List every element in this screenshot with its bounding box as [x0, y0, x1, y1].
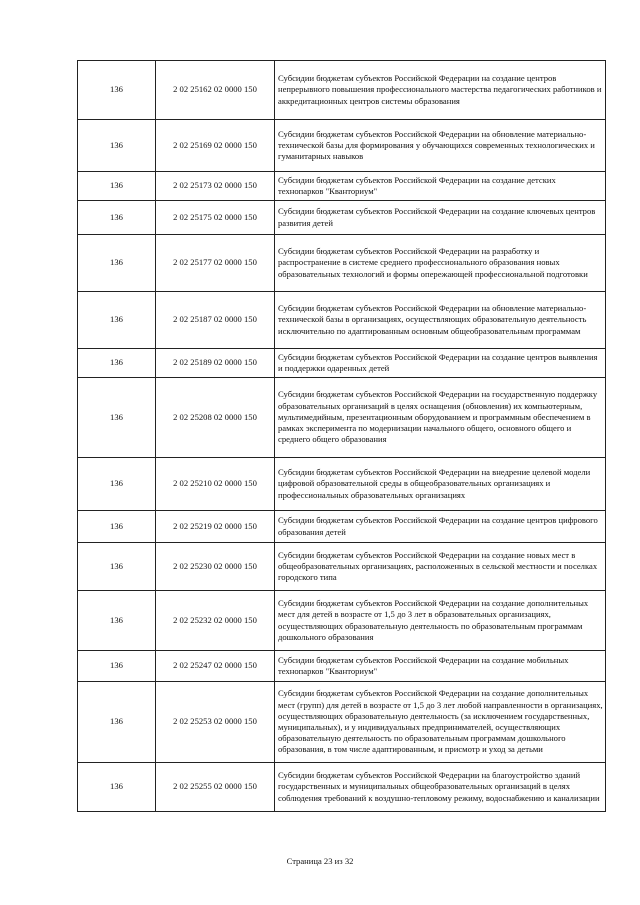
income-name-cell: Субсидии бюджетам субъектов Российской Федерации на создание дополнительных мест для детей в возрасте от 1,5 до 3 лет в образовательных организациях, осуществляющих образовательную деятельность по образовательным программам дошкольного образования — [275, 591, 606, 651]
income-name-cell: Субсидии бюджетам субъектов Российской Федерации на создание центров выявления и поддержки одаренных детей — [275, 349, 606, 378]
admin-code-cell: 136 — [78, 458, 156, 511]
budget-code-cell: 2 02 25247 02 0000 150 — [156, 651, 275, 682]
income-name-cell: Субсидии бюджетам субъектов Российской Федерации на создание новых мест в общеобразовательных организациях, расположенных в сельской местности и поселках городского типа — [275, 543, 606, 591]
income-name-cell: Субсидии бюджетам субъектов Российской Федерации на создание центров непрерывного повышения профессионального мастерства педагогических работников и аккредитационных центров системы образования — [275, 61, 606, 120]
budget-code-cell: 2 02 25255 02 0000 150 — [156, 763, 275, 812]
admin-code-cell: 136 — [78, 120, 156, 172]
income-name-cell: Субсидии бюджетам субъектов Российской Федерации на создание мобильных технопарков "Кванториум" — [275, 651, 606, 682]
budget-code-cell: 2 02 25169 02 0000 150 — [156, 120, 275, 172]
table-row — [78, 235, 606, 292]
budget-code-cell: 2 02 25219 02 0000 150 — [156, 511, 275, 543]
income-name-cell: Субсидии бюджетам субъектов Российской Федерации на создание детских технопарков "Кванториум" — [275, 172, 606, 201]
admin-code-cell: 136 — [78, 682, 156, 763]
budget-code-cell: 2 02 25187 02 0000 150 — [156, 292, 275, 349]
budget-codes-table — [77, 60, 606, 812]
admin-code-cell: 136 — [78, 201, 156, 235]
budget-code-cell: 2 02 25210 02 0000 150 — [156, 458, 275, 511]
table-row — [78, 349, 606, 378]
income-name-cell: Субсидии бюджетам субъектов Российской Федерации на благоустройство зданий государственных и муниципальных общеобразовательных организаций в целях соблюдения требований к воздушно-тепловому режиму, водоснабжению и канализации — [275, 763, 606, 812]
admin-code-cell: 136 — [78, 591, 156, 651]
table-row — [78, 292, 606, 349]
admin-code-cell: 136 — [78, 235, 156, 292]
admin-code-cell: 136 — [78, 763, 156, 812]
income-name-cell: Субсидии бюджетам субъектов Российской Федерации на обновление материально-технической базы для формирования у обучающихся современных технологических и гуманитарных навыков — [275, 120, 606, 172]
admin-code-cell: 136 — [78, 543, 156, 591]
table-row — [78, 172, 606, 201]
table-row — [78, 458, 606, 511]
income-name-cell: Субсидии бюджетам субъектов Российской Федерации на обновление материально-технической базы в организациях, осуществляющих образовательную деятельность исключительно по адаптированным основным общеобразовательным программам — [275, 292, 606, 349]
admin-code-cell: 136 — [78, 292, 156, 349]
admin-code-cell: 136 — [78, 172, 156, 201]
income-name-cell: Субсидии бюджетам субъектов Российской Федерации на государственную поддержку образовательных организаций в целях оснащения (обновления) их компьютерным, мультимедийным, презентационным оборудованием и программным обеспечением в рамках эксперимента по модернизации начального общего, основного общего и среднего общего образования — [275, 378, 606, 458]
table-body — [78, 61, 606, 812]
budget-code-cell: 2 02 25232 02 0000 150 — [156, 591, 275, 651]
page-footer: Страница 23 из 32 — [286, 856, 354, 866]
table-row — [78, 651, 606, 682]
budget-code-cell: 2 02 25173 02 0000 150 — [156, 172, 275, 201]
budget-code-cell: 2 02 25162 02 0000 150 — [156, 61, 275, 120]
table-row — [78, 682, 606, 763]
income-name-cell: Субсидии бюджетам субъектов Российской Федерации на создание центров цифрового образования детей — [275, 511, 606, 543]
income-name-cell: Субсидии бюджетам субъектов Российской Федерации на разработку и распространение в системе среднего профессионального образования новых образовательных технологий и формы опережающей профессиональной подготовки — [275, 235, 606, 292]
table-row — [78, 61, 606, 120]
table-row — [78, 120, 606, 172]
budget-code-cell: 2 02 25175 02 0000 150 — [156, 201, 275, 235]
table-row — [78, 511, 606, 543]
admin-code-cell: 136 — [78, 349, 156, 378]
income-name-cell: Субсидии бюджетам субъектов Российской Федерации на создание дополнительных мест (групп) для детей в возрасте от 1,5 до 3 лет любой направленности в организациях, осуществляющих образовательную деятельность (за исключением государственных, муниципальных), и у индивидуальных предпринимателей, осуществляющих образовательную деятельность по образовательным программам дошкольного образования, в том числе адаптированным, и присмотр и уход за детьми — [275, 682, 606, 763]
income-name-cell: Субсидии бюджетам субъектов Российской Федерации на создание ключевых центров развития детей — [275, 201, 606, 235]
table-row — [78, 763, 606, 812]
table-row — [78, 378, 606, 458]
admin-code-cell: 136 — [78, 511, 156, 543]
table-row — [78, 201, 606, 235]
budget-code-cell: 2 02 25230 02 0000 150 — [156, 543, 275, 591]
budget-code-cell: 2 02 25208 02 0000 150 — [156, 378, 275, 458]
budget-code-cell: 2 02 25177 02 0000 150 — [156, 235, 275, 292]
admin-code-cell: 136 — [78, 651, 156, 682]
table-row — [78, 543, 606, 591]
income-name-cell: Субсидии бюджетам субъектов Российской Федерации на внедрение целевой модели цифровой образовательной среды в общеобразовательных организациях и профессиональных образовательных организациях — [275, 458, 606, 511]
budget-code-cell: 2 02 25189 02 0000 150 — [156, 349, 275, 378]
table-row — [78, 591, 606, 651]
admin-code-cell: 136 — [78, 61, 156, 120]
budget-code-cell: 2 02 25253 02 0000 150 — [156, 682, 275, 763]
admin-code-cell: 136 — [78, 378, 156, 458]
